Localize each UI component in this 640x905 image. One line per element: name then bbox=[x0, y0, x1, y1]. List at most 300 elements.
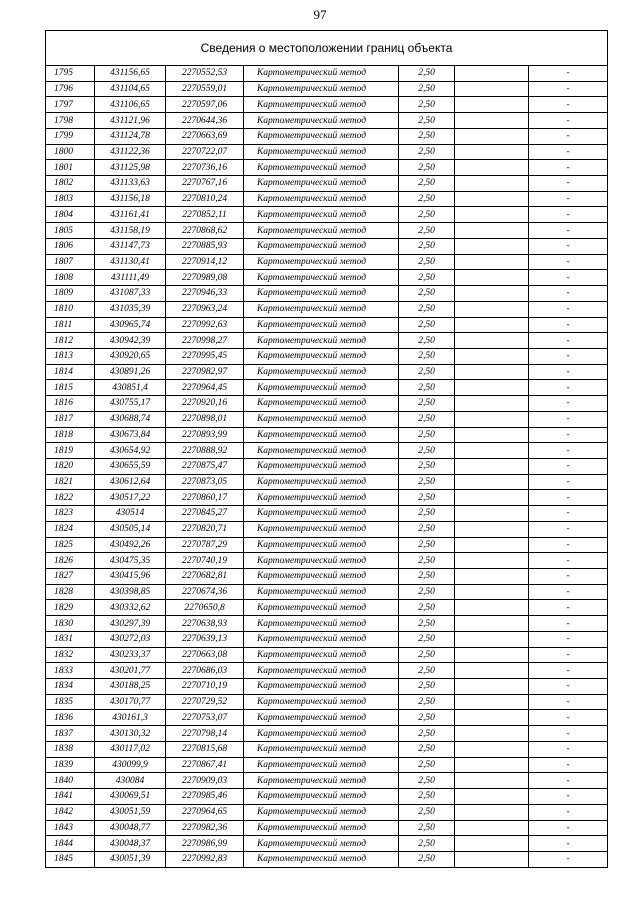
description-cell bbox=[455, 97, 529, 113]
description-cell bbox=[455, 380, 529, 396]
y-coordinate-cell: 2270722,07 bbox=[166, 144, 244, 160]
note-cell: - bbox=[529, 474, 608, 490]
point-number-cell: 1798 bbox=[46, 113, 95, 129]
note-cell: - bbox=[529, 270, 608, 286]
point-number-cell: 1801 bbox=[46, 160, 95, 176]
note-cell: - bbox=[529, 820, 608, 836]
y-coordinate-cell: 2270964,65 bbox=[166, 804, 244, 820]
x-coordinate-cell: 430084 bbox=[95, 773, 166, 789]
x-coordinate-cell: 431133,63 bbox=[95, 176, 166, 192]
x-coordinate-cell: 430099,9 bbox=[95, 757, 166, 773]
table-row bbox=[46, 396, 608, 412]
x-coordinate-cell: 430920,65 bbox=[95, 348, 166, 364]
description-cell bbox=[455, 458, 529, 474]
accuracy-cell: 2,50 bbox=[399, 443, 455, 459]
method-cell: Картометрический метод bbox=[244, 191, 399, 207]
table-row bbox=[46, 506, 608, 522]
description-cell bbox=[455, 128, 529, 144]
x-coordinate-cell: 430517,22 bbox=[95, 490, 166, 506]
accuracy-cell: 2,50 bbox=[399, 521, 455, 537]
note-cell: - bbox=[529, 600, 608, 616]
y-coordinate-cell: 2270798,14 bbox=[166, 726, 244, 742]
method-cell: Картометрический метод bbox=[244, 789, 399, 805]
accuracy-cell: 2,50 bbox=[399, 333, 455, 349]
point-number-cell: 1827 bbox=[46, 569, 95, 585]
method-cell: Картометрический метод bbox=[244, 521, 399, 537]
y-coordinate-cell: 2270674,36 bbox=[166, 584, 244, 600]
y-coordinate-cell: 2270767,16 bbox=[166, 176, 244, 192]
note-cell: - bbox=[529, 443, 608, 459]
accuracy-cell: 2,50 bbox=[399, 663, 455, 679]
point-number-cell: 1812 bbox=[46, 333, 95, 349]
description-cell bbox=[455, 490, 529, 506]
y-coordinate-cell: 2270650,8 bbox=[166, 600, 244, 616]
accuracy-cell: 2,50 bbox=[399, 710, 455, 726]
description-cell bbox=[455, 396, 529, 412]
description-cell bbox=[455, 851, 529, 867]
x-coordinate-cell: 430188,25 bbox=[95, 679, 166, 695]
y-coordinate-cell: 2270992,63 bbox=[166, 317, 244, 333]
note-cell: - bbox=[529, 584, 608, 600]
table-row bbox=[46, 458, 608, 474]
y-coordinate-cell: 2270663,69 bbox=[166, 128, 244, 144]
accuracy-cell: 2,50 bbox=[399, 128, 455, 144]
accuracy-cell: 2,50 bbox=[399, 789, 455, 805]
table-row bbox=[46, 553, 608, 569]
point-number-cell: 1835 bbox=[46, 694, 95, 710]
method-cell: Картометрический метод bbox=[244, 411, 399, 427]
point-number-cell: 1828 bbox=[46, 584, 95, 600]
method-cell: Картометрический метод bbox=[244, 537, 399, 553]
method-cell: Картометрический метод bbox=[244, 113, 399, 129]
boundary-table bbox=[45, 30, 608, 868]
description-cell bbox=[455, 804, 529, 820]
table-row bbox=[46, 348, 608, 364]
description-cell bbox=[455, 537, 529, 553]
method-cell: Картометрический метод bbox=[244, 616, 399, 632]
table-row bbox=[46, 726, 608, 742]
method-cell: Картометрический метод bbox=[244, 663, 399, 679]
accuracy-cell: 2,50 bbox=[399, 851, 455, 867]
note-cell: - bbox=[529, 380, 608, 396]
point-number-cell: 1797 bbox=[46, 97, 95, 113]
point-number-cell: 1806 bbox=[46, 238, 95, 254]
accuracy-cell: 2,50 bbox=[399, 160, 455, 176]
table-row bbox=[46, 128, 608, 144]
accuracy-cell: 2,50 bbox=[399, 66, 455, 82]
point-number-cell: 1841 bbox=[46, 789, 95, 805]
table-row bbox=[46, 270, 608, 286]
description-cell bbox=[455, 600, 529, 616]
x-coordinate-cell: 430272,03 bbox=[95, 631, 166, 647]
x-coordinate-cell: 431158,19 bbox=[95, 223, 166, 239]
method-cell: Картометрический метод bbox=[244, 726, 399, 742]
method-cell: Картометрический метод bbox=[244, 836, 399, 852]
y-coordinate-cell: 2270963,24 bbox=[166, 301, 244, 317]
table-row bbox=[46, 286, 608, 302]
accuracy-cell: 2,50 bbox=[399, 176, 455, 192]
table-row bbox=[46, 600, 608, 616]
point-number-cell: 1823 bbox=[46, 506, 95, 522]
boundary-table-container bbox=[45, 30, 607, 868]
table-row bbox=[46, 301, 608, 317]
accuracy-cell: 2,50 bbox=[399, 679, 455, 695]
method-cell: Картометрический метод bbox=[244, 851, 399, 867]
accuracy-cell: 2,50 bbox=[399, 631, 455, 647]
note-cell: - bbox=[529, 286, 608, 302]
method-cell: Картометрический метод bbox=[244, 396, 399, 412]
method-cell: Картометрический метод bbox=[244, 474, 399, 490]
table-row bbox=[46, 647, 608, 663]
note-cell: - bbox=[529, 726, 608, 742]
x-coordinate-cell: 431035,39 bbox=[95, 301, 166, 317]
note-cell: - bbox=[529, 411, 608, 427]
y-coordinate-cell: 2270873,05 bbox=[166, 474, 244, 490]
table-row bbox=[46, 569, 608, 585]
method-cell: Картометрический метод bbox=[244, 254, 399, 270]
x-coordinate-cell: 430048,77 bbox=[95, 820, 166, 836]
y-coordinate-cell: 2270552,53 bbox=[166, 66, 244, 82]
note-cell: - bbox=[529, 789, 608, 805]
note-cell: - bbox=[529, 663, 608, 679]
x-coordinate-cell: 430332,62 bbox=[95, 600, 166, 616]
y-coordinate-cell: 2270753,07 bbox=[166, 710, 244, 726]
method-cell: Картометрический метод bbox=[244, 741, 399, 757]
x-coordinate-cell: 431124,78 bbox=[95, 128, 166, 144]
point-number-cell: 1821 bbox=[46, 474, 95, 490]
method-cell: Картометрический метод bbox=[244, 443, 399, 459]
table-row bbox=[46, 663, 608, 679]
note-cell: - bbox=[529, 773, 608, 789]
note-cell: - bbox=[529, 710, 608, 726]
table-row bbox=[46, 773, 608, 789]
y-coordinate-cell: 2270964,45 bbox=[166, 380, 244, 396]
table-row bbox=[46, 81, 608, 97]
table-row bbox=[46, 789, 608, 805]
x-coordinate-cell: 430942,39 bbox=[95, 333, 166, 349]
accuracy-cell: 2,50 bbox=[399, 584, 455, 600]
note-cell: - bbox=[529, 348, 608, 364]
page-number: 97 bbox=[313, 7, 327, 22]
x-coordinate-cell: 430475,35 bbox=[95, 553, 166, 569]
method-cell: Картометрический метод bbox=[244, 506, 399, 522]
method-cell: Картометрический метод bbox=[244, 584, 399, 600]
x-coordinate-cell: 430069,51 bbox=[95, 789, 166, 805]
table-row bbox=[46, 851, 608, 867]
point-number-cell: 1837 bbox=[46, 726, 95, 742]
description-cell bbox=[455, 301, 529, 317]
point-number-cell: 1831 bbox=[46, 631, 95, 647]
accuracy-cell: 2,50 bbox=[399, 490, 455, 506]
description-cell bbox=[455, 789, 529, 805]
x-coordinate-cell: 431156,65 bbox=[95, 66, 166, 82]
table-row bbox=[46, 427, 608, 443]
description-cell bbox=[455, 254, 529, 270]
x-coordinate-cell: 430505,14 bbox=[95, 521, 166, 537]
y-coordinate-cell: 2270860,17 bbox=[166, 490, 244, 506]
description-cell bbox=[455, 553, 529, 569]
x-coordinate-cell: 430514 bbox=[95, 506, 166, 522]
table-row bbox=[46, 616, 608, 632]
description-cell bbox=[455, 694, 529, 710]
x-coordinate-cell: 430492,26 bbox=[95, 537, 166, 553]
note-cell: - bbox=[529, 851, 608, 867]
description-cell bbox=[455, 113, 529, 129]
accuracy-cell: 2,50 bbox=[399, 773, 455, 789]
accuracy-cell: 2,50 bbox=[399, 113, 455, 129]
method-cell: Картометрический метод bbox=[244, 270, 399, 286]
x-coordinate-cell: 431087,33 bbox=[95, 286, 166, 302]
accuracy-cell: 2,50 bbox=[399, 726, 455, 742]
x-coordinate-cell: 430398,85 bbox=[95, 584, 166, 600]
accuracy-cell: 2,50 bbox=[399, 474, 455, 490]
y-coordinate-cell: 2270810,24 bbox=[166, 191, 244, 207]
point-number-cell: 1820 bbox=[46, 458, 95, 474]
point-number-cell: 1838 bbox=[46, 741, 95, 757]
note-cell: - bbox=[529, 113, 608, 129]
table-row bbox=[46, 521, 608, 537]
point-number-cell: 1811 bbox=[46, 317, 95, 333]
y-coordinate-cell: 2270710,19 bbox=[166, 679, 244, 695]
table-row bbox=[46, 679, 608, 695]
description-cell bbox=[455, 757, 529, 773]
point-number-cell: 1844 bbox=[46, 836, 95, 852]
y-coordinate-cell: 2270986,99 bbox=[166, 836, 244, 852]
description-cell bbox=[455, 474, 529, 490]
method-cell: Картометрический метод bbox=[244, 757, 399, 773]
y-coordinate-cell: 2270787,29 bbox=[166, 537, 244, 553]
method-cell: Картометрический метод bbox=[244, 569, 399, 585]
note-cell: - bbox=[529, 458, 608, 474]
x-coordinate-cell: 431147,73 bbox=[95, 238, 166, 254]
point-number-cell: 1824 bbox=[46, 521, 95, 537]
x-coordinate-cell: 430051,39 bbox=[95, 851, 166, 867]
description-cell bbox=[455, 710, 529, 726]
point-number-cell: 1799 bbox=[46, 128, 95, 144]
table-row bbox=[46, 804, 608, 820]
x-coordinate-cell: 430297,39 bbox=[95, 616, 166, 632]
x-coordinate-cell: 431161,41 bbox=[95, 207, 166, 223]
accuracy-cell: 2,50 bbox=[399, 569, 455, 585]
table-row bbox=[46, 238, 608, 254]
point-number-cell: 1809 bbox=[46, 286, 95, 302]
accuracy-cell: 2,50 bbox=[399, 757, 455, 773]
note-cell: - bbox=[529, 694, 608, 710]
description-cell bbox=[455, 333, 529, 349]
note-cell: - bbox=[529, 191, 608, 207]
x-coordinate-cell: 430688,74 bbox=[95, 411, 166, 427]
point-number-cell: 1805 bbox=[46, 223, 95, 239]
method-cell: Картометрический метод bbox=[244, 348, 399, 364]
y-coordinate-cell: 2270559,01 bbox=[166, 81, 244, 97]
note-cell: - bbox=[529, 66, 608, 82]
y-coordinate-cell: 2270845,27 bbox=[166, 506, 244, 522]
note-cell: - bbox=[529, 160, 608, 176]
table-row bbox=[46, 710, 608, 726]
accuracy-cell: 2,50 bbox=[399, 694, 455, 710]
method-cell: Картометрический метод bbox=[244, 144, 399, 160]
y-coordinate-cell: 2270992,83 bbox=[166, 851, 244, 867]
x-coordinate-cell: 431121,96 bbox=[95, 113, 166, 129]
accuracy-cell: 2,50 bbox=[399, 537, 455, 553]
y-coordinate-cell: 2270875,47 bbox=[166, 458, 244, 474]
table-row bbox=[46, 333, 608, 349]
y-coordinate-cell: 2270740,19 bbox=[166, 553, 244, 569]
description-cell bbox=[455, 521, 529, 537]
point-number-cell: 1800 bbox=[46, 144, 95, 160]
x-coordinate-cell: 431104,65 bbox=[95, 81, 166, 97]
y-coordinate-cell: 2270867,41 bbox=[166, 757, 244, 773]
table-row bbox=[46, 741, 608, 757]
x-coordinate-cell: 431130,41 bbox=[95, 254, 166, 270]
accuracy-cell: 2,50 bbox=[399, 207, 455, 223]
table-row bbox=[46, 191, 608, 207]
description-cell bbox=[455, 836, 529, 852]
method-cell: Картометрический метод bbox=[244, 458, 399, 474]
note-cell: - bbox=[529, 631, 608, 647]
point-number-cell: 1818 bbox=[46, 427, 95, 443]
table-row bbox=[46, 490, 608, 506]
y-coordinate-cell: 2270914,12 bbox=[166, 254, 244, 270]
method-cell: Картометрический метод bbox=[244, 710, 399, 726]
description-cell bbox=[455, 427, 529, 443]
y-coordinate-cell: 2270909,03 bbox=[166, 773, 244, 789]
accuracy-cell: 2,50 bbox=[399, 458, 455, 474]
accuracy-cell: 2,50 bbox=[399, 741, 455, 757]
y-coordinate-cell: 2270888,92 bbox=[166, 443, 244, 459]
point-number-cell: 1819 bbox=[46, 443, 95, 459]
method-cell: Картометрический метод bbox=[244, 553, 399, 569]
table-row bbox=[46, 836, 608, 852]
x-coordinate-cell: 430654,92 bbox=[95, 443, 166, 459]
method-cell: Картометрический метод bbox=[244, 773, 399, 789]
accuracy-cell: 2,50 bbox=[399, 380, 455, 396]
point-number-cell: 1808 bbox=[46, 270, 95, 286]
description-cell bbox=[455, 270, 529, 286]
description-cell bbox=[455, 773, 529, 789]
description-cell bbox=[455, 348, 529, 364]
description-cell bbox=[455, 663, 529, 679]
accuracy-cell: 2,50 bbox=[399, 820, 455, 836]
accuracy-cell: 2,50 bbox=[399, 616, 455, 632]
table-row bbox=[46, 411, 608, 427]
table-row bbox=[46, 631, 608, 647]
accuracy-cell: 2,50 bbox=[399, 81, 455, 97]
x-coordinate-cell: 430130,32 bbox=[95, 726, 166, 742]
description-cell bbox=[455, 679, 529, 695]
description-cell bbox=[455, 443, 529, 459]
y-coordinate-cell: 2270982,97 bbox=[166, 364, 244, 380]
accuracy-cell: 2,50 bbox=[399, 804, 455, 820]
description-cell bbox=[455, 506, 529, 522]
method-cell: Картометрический метод bbox=[244, 333, 399, 349]
y-coordinate-cell: 2270815,68 bbox=[166, 741, 244, 757]
note-cell: - bbox=[529, 616, 608, 632]
note-cell: - bbox=[529, 238, 608, 254]
description-cell bbox=[455, 144, 529, 160]
point-number-cell: 1833 bbox=[46, 663, 95, 679]
note-cell: - bbox=[529, 176, 608, 192]
y-coordinate-cell: 2270893,99 bbox=[166, 427, 244, 443]
description-cell bbox=[455, 616, 529, 632]
method-cell: Картометрический метод bbox=[244, 223, 399, 239]
method-cell: Картометрический метод bbox=[244, 631, 399, 647]
x-coordinate-cell: 430755,17 bbox=[95, 396, 166, 412]
note-cell: - bbox=[529, 836, 608, 852]
table-row bbox=[46, 443, 608, 459]
x-coordinate-cell: 430965,74 bbox=[95, 317, 166, 333]
point-number-cell: 1795 bbox=[46, 66, 95, 82]
point-number-cell: 1816 bbox=[46, 396, 95, 412]
x-coordinate-cell: 430117,02 bbox=[95, 741, 166, 757]
accuracy-cell: 2,50 bbox=[399, 647, 455, 663]
note-cell: - bbox=[529, 679, 608, 695]
accuracy-cell: 2,50 bbox=[399, 411, 455, 427]
table-body bbox=[46, 66, 608, 868]
x-coordinate-cell: 430655,59 bbox=[95, 458, 166, 474]
table-row bbox=[46, 694, 608, 710]
accuracy-cell: 2,50 bbox=[399, 836, 455, 852]
table-row bbox=[46, 66, 608, 82]
method-cell: Картометрический метод bbox=[244, 66, 399, 82]
description-cell bbox=[455, 191, 529, 207]
accuracy-cell: 2,50 bbox=[399, 427, 455, 443]
point-number-cell: 1817 bbox=[46, 411, 95, 427]
point-number-cell: 1807 bbox=[46, 254, 95, 270]
x-coordinate-cell: 431111,49 bbox=[95, 270, 166, 286]
note-cell: - bbox=[529, 364, 608, 380]
x-coordinate-cell: 431122,36 bbox=[95, 144, 166, 160]
point-number-cell: 1834 bbox=[46, 679, 95, 695]
y-coordinate-cell: 2270995,45 bbox=[166, 348, 244, 364]
y-coordinate-cell: 2270729,52 bbox=[166, 694, 244, 710]
note-cell: - bbox=[529, 553, 608, 569]
description-cell bbox=[455, 207, 529, 223]
note-cell: - bbox=[529, 490, 608, 506]
method-cell: Картометрический метод bbox=[244, 647, 399, 663]
method-cell: Картометрический метод bbox=[244, 804, 399, 820]
note-cell: - bbox=[529, 254, 608, 270]
note-cell: - bbox=[529, 506, 608, 522]
note-cell: - bbox=[529, 128, 608, 144]
description-cell bbox=[455, 223, 529, 239]
method-cell: Картометрический метод bbox=[244, 128, 399, 144]
note-cell: - bbox=[529, 804, 608, 820]
x-coordinate-cell: 430201,77 bbox=[95, 663, 166, 679]
point-number-cell: 1845 bbox=[46, 851, 95, 867]
y-coordinate-cell: 2270820,71 bbox=[166, 521, 244, 537]
accuracy-cell: 2,50 bbox=[399, 506, 455, 522]
x-coordinate-cell: 430170,77 bbox=[95, 694, 166, 710]
accuracy-cell: 2,50 bbox=[399, 301, 455, 317]
y-coordinate-cell: 2270852,11 bbox=[166, 207, 244, 223]
method-cell: Картометрический метод bbox=[244, 490, 399, 506]
y-coordinate-cell: 2270682,81 bbox=[166, 569, 244, 585]
note-cell: - bbox=[529, 144, 608, 160]
note-cell: - bbox=[529, 223, 608, 239]
method-cell: Картометрический метод bbox=[244, 286, 399, 302]
note-cell: - bbox=[529, 741, 608, 757]
description-cell bbox=[455, 726, 529, 742]
accuracy-cell: 2,50 bbox=[399, 254, 455, 270]
y-coordinate-cell: 2270686,03 bbox=[166, 663, 244, 679]
note-cell: - bbox=[529, 537, 608, 553]
table-row bbox=[46, 144, 608, 160]
method-cell: Картометрический метод bbox=[244, 301, 399, 317]
accuracy-cell: 2,50 bbox=[399, 553, 455, 569]
x-coordinate-cell: 430891,26 bbox=[95, 364, 166, 380]
point-number-cell: 1842 bbox=[46, 804, 95, 820]
